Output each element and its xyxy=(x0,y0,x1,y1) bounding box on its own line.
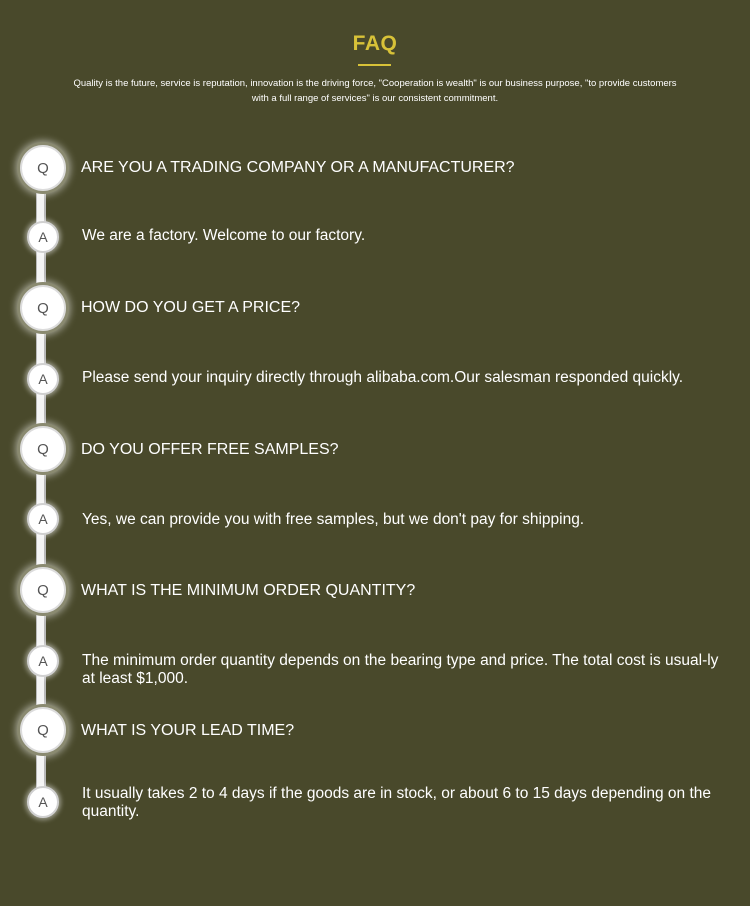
question-text: DO YOU OFFER FREE SAMPLES? xyxy=(81,441,339,458)
answer-marker: A xyxy=(27,786,59,818)
answer-text: The minimum order quantity depends on the bearing type and price. The total cost is usual-ly at least $1,000. xyxy=(82,652,719,687)
answer-marker: A xyxy=(27,221,59,253)
question-text: WHAT IS THE MINIMUM ORDER QUANTITY? xyxy=(81,582,416,599)
answer-marker: A xyxy=(27,503,59,535)
question-marker: Q xyxy=(20,285,66,331)
question-marker: Q xyxy=(20,426,66,472)
answer-marker: A xyxy=(27,363,59,395)
question-text: WHAT IS YOUR LEAD TIME? xyxy=(81,722,295,739)
question-marker: Q xyxy=(20,145,66,191)
faq-title: FAQ xyxy=(352,32,398,55)
faq-subtitle: Quality is the future, service is reputation, innovation is the driving force, "Cooperation is wealth" is our business purpose, "to provide customers with a full range of services" is our consistent commitment. xyxy=(73,78,677,104)
title-underline xyxy=(358,64,391,66)
question-text: ARE YOU A TRADING COMPANY OR A MANUFACTURER? xyxy=(81,159,515,176)
question-marker: Q xyxy=(20,567,66,613)
answer-text: Please send your inquiry directly through alibaba.com.Our salesman responded quickly. xyxy=(82,369,684,386)
answer-text: It usually takes 2 to 4 days if the goods are in stock, or about 6 to 15 days depending on the quantity. xyxy=(82,785,712,820)
question-marker: Q xyxy=(20,707,66,753)
question-text: HOW DO YOU GET A PRICE? xyxy=(81,299,301,316)
answer-text: We are a factory. Welcome to our factory. xyxy=(82,227,366,244)
answer-text: Yes, we can provide you with free samples, but we don't pay for shipping. xyxy=(82,511,585,528)
answer-marker: A xyxy=(27,645,59,677)
